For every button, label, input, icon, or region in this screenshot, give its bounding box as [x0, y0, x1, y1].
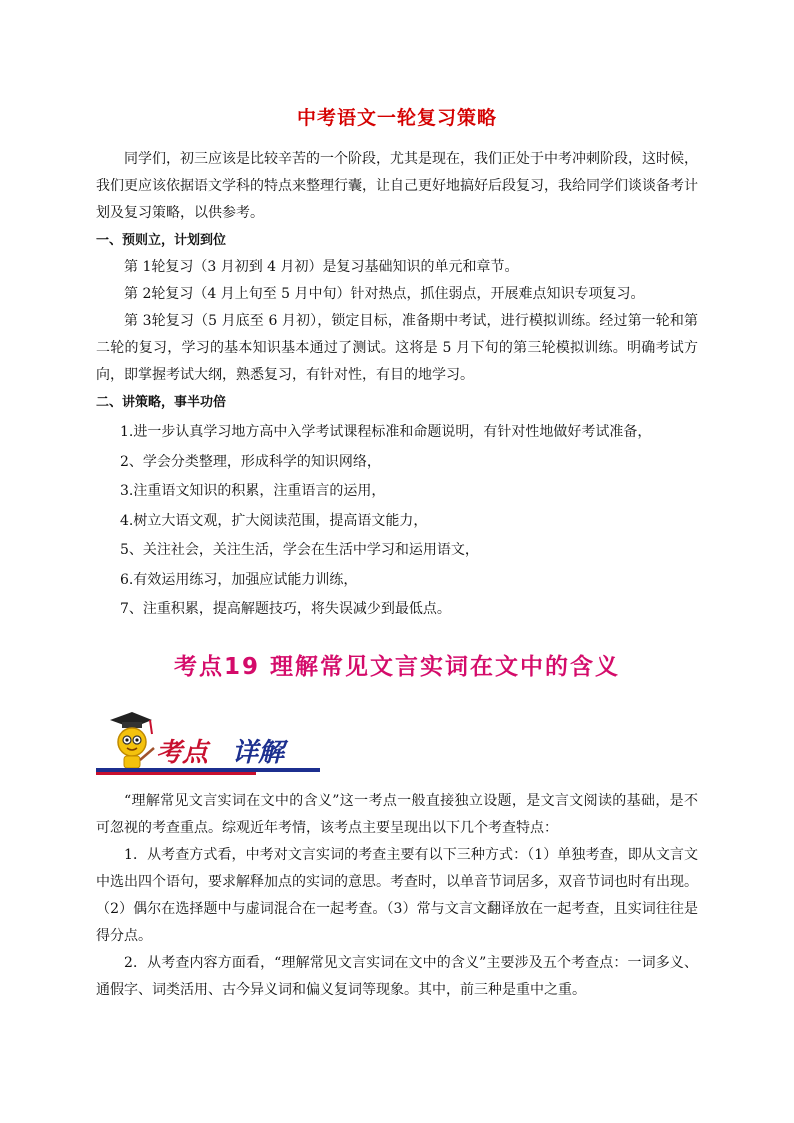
list-item: 3.注重语文知识的积累，注重语言的运用， — [120, 483, 386, 499]
list-item: 5、关注社会，关注生活，学会在生活中学习和运用语文， — [120, 542, 479, 558]
page-title: 中考语文一轮复习策略 — [296, 107, 497, 129]
list-item: 1.进一步认真学习地方高中入学考试课程标准和命题说明，有针对性地做好考试准备， — [120, 424, 652, 440]
banner-label-kaodian: 考点 — [156, 738, 209, 768]
details-paragraph: 2．从考查内容方面看，“理解常见文言实词在文中的含义”主要涉及五个考查点：一词多义、通假字、词类活用、古今异义词和偏义复词等现象。其中，前三种是重中之重。 — [96, 955, 698, 998]
banner-underline-red — [96, 772, 256, 775]
list-item: 7、注重积累，提高解题技巧，将失误减少到最低点。 — [120, 601, 451, 617]
strategy-list — [96, 416, 698, 625]
review-round-2: 第 2轮复习（4 月上旬至 5 月中旬）针对热点，抓住弱点，开展难点知识专项复习。 — [124, 286, 645, 302]
review-round-3: 第 3轮复习（5 月底至 6 月初），锁定目标，准备期中考试，进行模拟训练。经过第一轮和第二轮的复习，学习的基本知识基本通过了测试。这将是 5 月下旬的第三轮模拟训练。明确考试方向，即掌握考试大纲，熟悉复习，有针对性，有目的地学习。 — [96, 313, 698, 383]
scholar-mascot-icon — [96, 708, 160, 772]
details-paragraph: “理解常见文言实词在文中的含义”这一考点一般直接独立设题，是文言文阅读的基础，是不可忽视的考查重点。综观近年考情，该考点主要呈现出以下几个考查特点： — [96, 793, 698, 836]
details-paragraph: 1．从考查方式看，中考对文言实词的考查主要有以下三种方式：（1）单独考查，即从文言文中选出四个语句，要求解释加点的实词的意思。考查时，以单音节词居多，双音节词也时有出现。（2）偶尔在选择题中与虚词混合在一起考查。（3）常与文言文翻译放在一起考查，且实词往往是得分点。 — [96, 847, 698, 944]
exam-point-title: 考点19 理解常见文言实词在文中的含义 — [173, 654, 620, 680]
strategy-section — [96, 146, 698, 625]
section2-heading: 二、讲策略，事半功倍 — [96, 395, 227, 410]
intro-paragraph: 同学们，初三应该是比较辛苦的一个阶段，尤其是现在，我们正处于中考冲刺阶段，这时候，我们更应该依据语文学科的特点来整理行囊，让自己更好地搞好后段复习，我给同学们谈谈备考计划及复习策略，以供参考。 — [96, 151, 698, 221]
review-round-1: 第 1轮复习（3 月初到 4 月初）是复习基础知识的单元和章节。 — [124, 259, 519, 275]
banner-label-xiangjie: 详解 — [232, 738, 285, 768]
list-item: 4.树立大语文观，扩大阅读范围，提高语文能力， — [120, 512, 428, 529]
list-item: 6.有效运用练习，加强应试能力训练， — [120, 571, 358, 588]
list-item: 2、学会分类整理，形成科学的知识网络， — [120, 453, 381, 470]
details-section — [96, 788, 698, 1004]
section1-heading: 一、预则立，计划到位 — [96, 233, 227, 248]
exam-point-banner — [96, 708, 320, 776]
